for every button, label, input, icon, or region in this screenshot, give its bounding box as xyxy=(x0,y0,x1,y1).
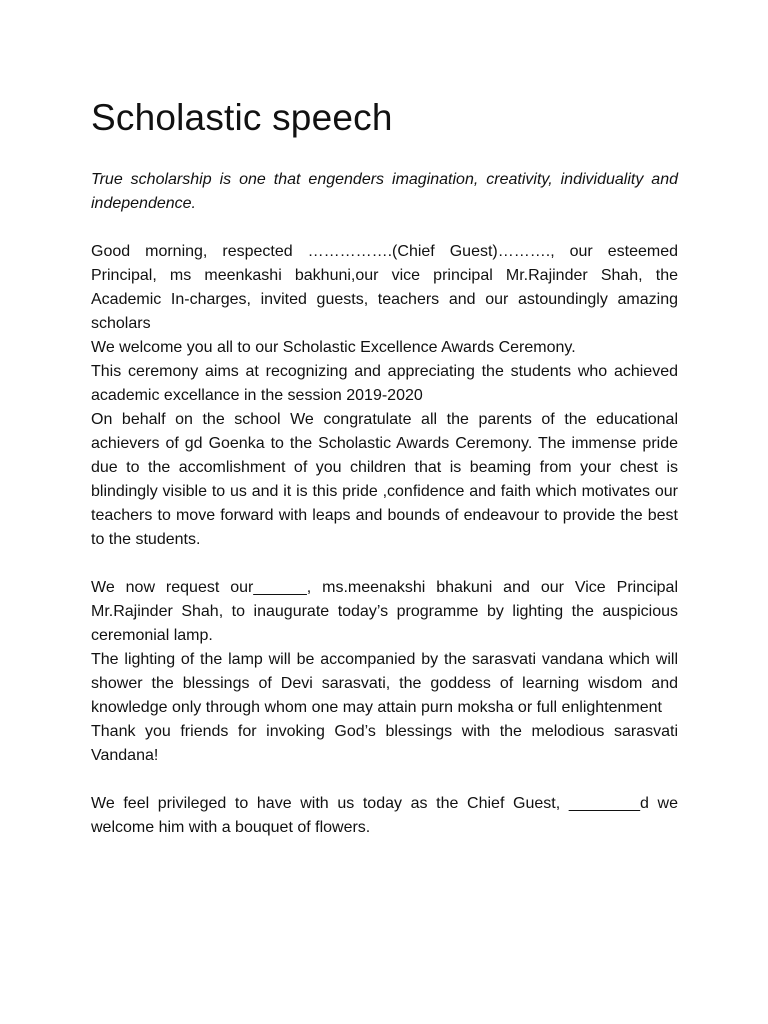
page-title: Scholastic speech xyxy=(91,97,393,138)
paragraph-welcome: We welcome you all to our Scholastic Excellence Awards Ceremony. xyxy=(91,339,576,356)
epigraph-quote: True scholarship is one that engenders imagination, creativity, individuality and independence. xyxy=(91,171,678,212)
paragraph-ceremony-aim: This ceremony aims at recognizing and appreciating the students who achieved academic excellance in the session 2019-2020 xyxy=(91,363,678,404)
paragraph-spacer xyxy=(91,552,678,576)
paragraph-thanks: Thank you friends for invoking God’s blessings with the melodious sarasvati Vandana! xyxy=(91,723,678,764)
paragraph-saraswati-vandana: The lighting of the lamp will be accompanied by the sarasvati vandana which will shower the blessings of Devi sarasvati, the goddess of learning wisdom and knowledge only through whom one may attain purn moksha or full enlightenment xyxy=(91,651,678,716)
paragraph-congratulations: On behalf on the school We congratulate all the parents of the educational achievers of gd Goenka to the Scholastic Awards Ceremony. The immense pride due to the accomlishment of you children that is beaming from your chest is blindingly visible to us and it is this pride ,confidence and faith which motivates our teachers to move forward with leaps and bounds of endeavour to provide the best to the students. xyxy=(91,411,678,548)
paragraph-greeting: Good morning, respected …………….(Chief Guest)………., our esteemed Principal, ms meenkashi bakhuni,our vice principal Mr.Rajinder Shah, the Academic In-charges, invited guests, teachers and our astoundingly amazing scholars xyxy=(91,243,678,332)
paragraph-chief-guest: We feel privileged to have with us today as the Chief Guest, ________d we welcome him with a bouquet of flowers. xyxy=(91,795,678,836)
paragraph-lamp-request: We now request our______, ms.meenakshi bhakuni and our Vice Principal Mr.Rajinder Shah, to inaugurate today’s programme by lighting the auspicious ceremonial lamp. xyxy=(91,579,678,644)
paragraph-spacer xyxy=(91,768,678,792)
